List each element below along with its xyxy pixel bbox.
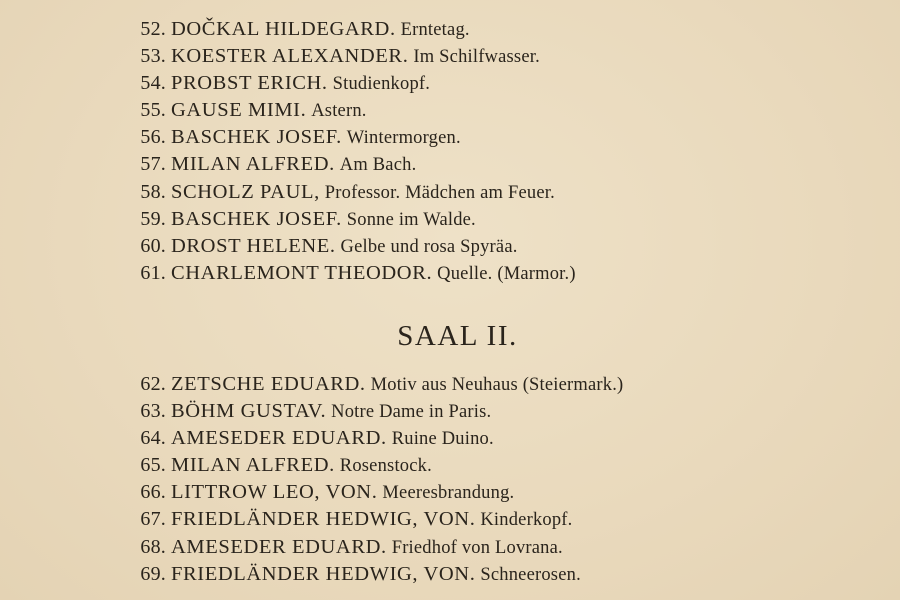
catalog-entry	[118, 70, 576, 97]
catalog-entry	[118, 260, 576, 287]
catalog-list-upper	[118, 16, 576, 287]
entry-artist: MILAN ALFRED.	[171, 153, 335, 176]
catalog-entry	[118, 97, 576, 124]
entry-work: Quelle. (Marmor.)	[437, 263, 576, 284]
entry-number: 53.	[140, 45, 166, 68]
entry-artist: PROBST ERICH.	[171, 72, 328, 95]
entry-number: 54.	[140, 72, 166, 95]
entry-work: Schneerosen.	[480, 564, 581, 585]
catalog-entry	[118, 206, 576, 233]
entry-work: Professor. Mädchen am Feuer.	[324, 182, 555, 203]
catalog-entry	[118, 398, 623, 425]
entry-artist: FRIEDLÄNDER HEDWIG, VON.	[171, 562, 476, 585]
entry-artist: CHARLEMONT THEODOR.	[171, 261, 433, 284]
entry-work: Rosenstock.	[339, 456, 432, 477]
entry-number: 66.	[140, 481, 166, 504]
entry-number: 61.	[140, 261, 166, 284]
entry-number: 68.	[140, 535, 166, 558]
entry-number: 56.	[140, 126, 166, 149]
catalog-entry	[118, 534, 623, 561]
entry-artist: GAUSE MIMI.	[171, 99, 307, 122]
entry-number: 58.	[140, 180, 166, 203]
entry-number: 57.	[140, 153, 166, 176]
entry-number: 67.	[140, 508, 166, 531]
entry-work: Friedhof von Lovrana.	[391, 537, 563, 558]
entry-number: 62.	[140, 373, 166, 395]
entry-artist: BÖHM GUSTAV.	[171, 400, 327, 423]
entry-number: 69.	[140, 562, 166, 585]
entry-number: 65.	[140, 454, 166, 477]
entry-work: Astern.	[311, 101, 367, 122]
catalog-entry	[118, 479, 623, 506]
catalog-entry	[118, 179, 576, 206]
catalog-entry	[118, 124, 576, 151]
entry-artist: BASCHEK JOSEF.	[171, 126, 342, 149]
entry-work: Meeresbrandung.	[382, 483, 515, 504]
entry-number: 60.	[140, 234, 166, 257]
entry-artist: DOČKAL HILDEGARD.	[171, 18, 396, 40]
catalog-entry	[118, 43, 576, 70]
entry-work: Ruine Duino.	[391, 429, 494, 450]
entry-artist: MILAN ALFRED.	[171, 454, 335, 477]
catalog-entry	[118, 425, 623, 452]
entry-work: Sonne im Walde.	[346, 209, 476, 230]
entry-number: 64.	[140, 427, 166, 450]
entry-work: Erntetag.	[400, 20, 470, 40]
entry-number: 59.	[140, 207, 166, 230]
entry-artist: AMESEDER EDUARD.	[171, 427, 387, 450]
entry-work: Notre Dame in Paris.	[331, 402, 492, 423]
entry-artist: LITTROW LEO, VON.	[171, 481, 378, 504]
entry-artist: KOESTER ALEXANDER.	[171, 45, 409, 68]
entry-artist: ZETSCHE EDUARD.	[171, 373, 366, 395]
catalog-entry	[118, 233, 576, 260]
entry-number: 55.	[140, 99, 166, 122]
entry-work: Studienkopf.	[332, 74, 431, 95]
entry-work: Gelbe und rosa Spyräa.	[340, 236, 518, 257]
section-heading: SAAL II.	[397, 320, 518, 352]
catalog-entry	[118, 452, 623, 479]
catalog-entry	[118, 151, 576, 178]
entry-work: Am Bach.	[339, 155, 417, 176]
entry-artist: FRIEDLÄNDER HEDWIG, VON.	[171, 508, 476, 531]
entry-work: Kinderkopf.	[480, 510, 573, 531]
catalog-entry	[118, 16, 576, 43]
catalog-entry	[118, 561, 623, 588]
entry-work: Motiv aus Neuhaus (Steiermark.)	[370, 375, 624, 395]
catalog-entry	[118, 506, 623, 533]
entry-work: Im Schilfwasser.	[413, 47, 540, 68]
entry-artist: AMESEDER EDUARD.	[171, 535, 387, 558]
entry-number: 63.	[140, 400, 166, 423]
entry-artist: BASCHEK JOSEF.	[171, 207, 342, 230]
entry-number: 52.	[140, 18, 166, 40]
catalog-entry	[118, 371, 623, 398]
entry-artist: DROST HELENE.	[171, 234, 336, 257]
catalog-list-lower	[118, 371, 623, 588]
entry-artist: SCHOLZ PAUL,	[171, 180, 320, 203]
entry-work: Wintermorgen.	[346, 128, 461, 149]
